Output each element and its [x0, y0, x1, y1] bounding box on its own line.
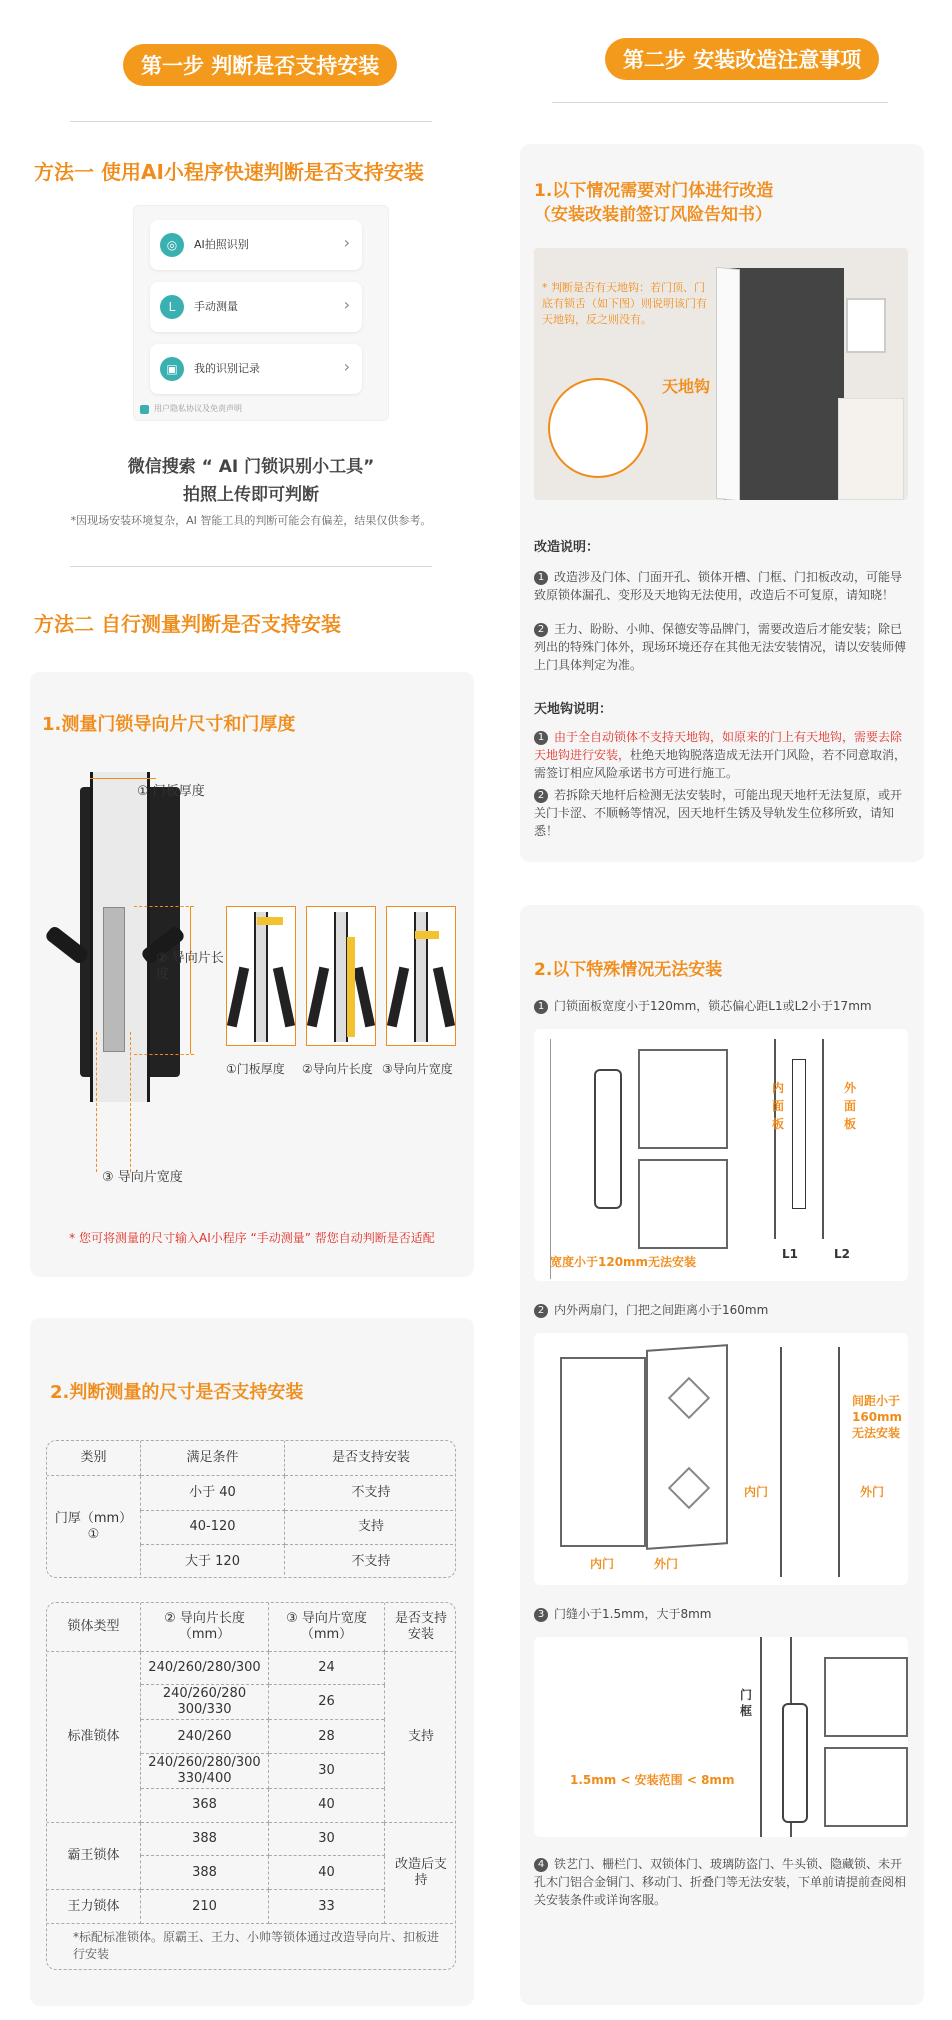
- case2-gap-label: 间距小于160mm无法安装: [852, 1394, 903, 1440]
- sec2-title: 2.以下特殊情况无法安装: [534, 960, 723, 980]
- th: 锁体类型: [47, 1603, 141, 1652]
- cell: 不支持: [285, 1545, 457, 1578]
- th: 是否支持安装: [385, 1603, 457, 1652]
- divider: [552, 102, 888, 103]
- cell: 240/260/280/300: [141, 1651, 269, 1685]
- case-item: 1 门锁面板宽度小于120mm，锁芯偏心距L1或L2小于17mm: [534, 997, 912, 1015]
- label-thickness: ① 门板厚度: [137, 784, 205, 799]
- dim-line: [130, 1032, 131, 1172]
- outer-door-label: 外门: [654, 1557, 679, 1571]
- sec1-subtitle: （安装改装前签订风险告知书）: [534, 205, 772, 225]
- app-item-label: AI拍照识别: [194, 238, 249, 251]
- hook-item: 2 若拆除天地杆后检测无法安装时，可能出现天地杆无法复原，或开关门卡涩、不顺畅等情况，因天地杆生锈及导轨发生位移所致，请知悉！: [534, 788, 903, 838]
- mod-item: 2 王力、盼盼、小帅、保德安等品牌门，需要改造后才能安装；除已列出的特殊门体外，现场环境还存在其他无法安装情况，请以安装师傅上门具体判定为准。: [534, 622, 907, 672]
- photo-note: * 判断是否有天地钩：若门顶、门底有锁舌（如下图）则说明该门有天地钩，反之则没有。: [542, 281, 707, 326]
- number-badge: 2: [534, 789, 548, 803]
- judge-title: 2.判断测量的尺寸是否支持安装: [50, 1382, 304, 1403]
- cell: 24: [269, 1651, 385, 1685]
- measure-note: * 您可将测量的尺寸输入AI小程序 “手动测量” 帮您自动判断是否适配: [69, 1231, 435, 1245]
- cell: 33: [269, 1890, 385, 1924]
- modification-panel: [520, 144, 924, 862]
- app-item-label: 我的识别记录: [194, 362, 260, 375]
- privacy-checkbox[interactable]: [140, 405, 149, 414]
- number-badge: 4: [534, 1858, 548, 1872]
- case1-outer-label: 外面板: [844, 1081, 857, 1131]
- cell: 388: [141, 1856, 269, 1890]
- thumb-label: ②导向片长度: [302, 1062, 373, 1076]
- number-badge: 1: [534, 731, 548, 745]
- app-item-records[interactable]: [150, 344, 362, 394]
- door-photo: [534, 248, 908, 500]
- number-badge: 1: [534, 571, 548, 585]
- inner-door-label: 内门: [590, 1557, 615, 1571]
- method1-title: 方法一 使用AI小程序快速判断是否支持安装: [34, 160, 424, 184]
- cell: 26: [269, 1685, 385, 1720]
- chevron-right-icon: ›: [343, 295, 350, 314]
- hook-item: 1 由于全自动锁体不支持天地钩，如原来的门上有天地钩，需要去除天地钩进行安装，杜绝天地钩脱落造成无法开门风险，若不同意取消，需签订相应风险承诺书方可进行施工。: [534, 730, 907, 780]
- th: ② 导向片长度（mm）: [141, 1603, 269, 1652]
- category-cell: 门厚（mm）①: [47, 1475, 141, 1578]
- guide-plate: [103, 907, 125, 1052]
- case-item: 2 内外两扇门，门把之间距离小于160mm: [534, 1301, 912, 1319]
- case-item: 4 铁艺门、栅栏门、双锁体门、玻璃防盗门、牛头锁、隐藏锁、未开孔木门铝合金铜门、移动门、折叠门等无法安装，下单前请提前查阅相关安装条件或详询客服。: [534, 1857, 907, 1907]
- number-badge: 2: [534, 1304, 548, 1318]
- measure-title: 1.测量门锁导向片尺寸和门厚度: [42, 714, 296, 735]
- number-badge: 2: [534, 623, 548, 637]
- group-cell: 霸王锁体: [47, 1822, 141, 1890]
- privacy-text: 用户隐私协议及免责声明: [154, 404, 242, 413]
- label-length: ② 导向片长度: [156, 951, 224, 982]
- step2-badge: 第二步 安装改造注意事项: [605, 38, 879, 80]
- case1-inner-label: 内面板: [772, 1081, 785, 1131]
- th: 满足条件: [141, 1441, 285, 1476]
- cell: 40: [269, 1856, 385, 1890]
- number-badge: 3: [534, 1608, 548, 1622]
- table-footnote: *标配标准锁体。原霸王、王力、小帅等锁体通过改造导向片、扣板进行安装: [73, 1930, 440, 1961]
- case-item: 3 门缝小于1.5mm，大于8mm: [534, 1605, 912, 1623]
- th: ③ 导向片宽度（mm）: [269, 1603, 385, 1652]
- table1-box: [46, 1440, 456, 1578]
- thumb-width: [386, 906, 456, 1046]
- thumb-label: ③导向片宽度: [382, 1062, 453, 1076]
- method2-title: 方法二 自行测量判断是否支持安装: [34, 612, 341, 636]
- cell: 40: [269, 1788, 385, 1822]
- thickness-table: [46, 1440, 456, 1578]
- step1-badge: 第一步 判断是否支持安装: [123, 44, 397, 86]
- app-item-label: 手动测量: [194, 300, 238, 313]
- disclaimer: *因现场安装环境复杂，AI 智能工具的判断可能会有偏差，结果仅供参考。: [70, 514, 432, 527]
- measure-panel: [30, 672, 474, 1277]
- cell: 30: [269, 1753, 385, 1788]
- cell: 支持: [285, 1510, 457, 1545]
- thumb-thickness: [226, 906, 296, 1046]
- app-item-photo[interactable]: [150, 220, 362, 270]
- case2-illustration: [534, 1333, 908, 1585]
- dim-line: [134, 906, 194, 907]
- cell: 388: [141, 1822, 269, 1856]
- case1-width-label: 宽度小于120mm无法安装: [550, 1255, 697, 1269]
- table2-box: [46, 1602, 456, 1970]
- outer-door-label: 外门: [860, 1485, 885, 1499]
- l1-label: L1: [782, 1247, 798, 1261]
- app-item-manual[interactable]: [150, 282, 362, 332]
- cell: 210: [141, 1890, 269, 1924]
- support-cell: 改造后支持: [385, 1822, 457, 1923]
- cell: 240/260/280 300/330: [141, 1685, 269, 1720]
- dim-line: [96, 1032, 97, 1172]
- group-cell: 标准锁体: [47, 1651, 141, 1822]
- cell: 240/260: [141, 1720, 269, 1754]
- mod-item: 1 改造涉及门体、门面开孔、锁体开槽、门框、门扣板改动，可能导致原锁体漏孔、变形及天地钩无法使用，改造后不可复原，请知晓！: [534, 570, 903, 602]
- cell: 30: [269, 1822, 385, 1856]
- case1-illustration: [534, 1029, 908, 1281]
- label-width: ③ 导向片宽度: [102, 1170, 183, 1185]
- record-icon: ▣: [160, 357, 184, 381]
- mod-title: 改造说明：: [534, 540, 600, 555]
- cell: 不支持: [285, 1475, 457, 1510]
- case3-illustration: [534, 1637, 908, 1837]
- camera-icon: ◎: [160, 233, 184, 257]
- divider: [70, 121, 432, 122]
- chevron-right-icon: ›: [343, 357, 350, 376]
- dim-line: [90, 778, 156, 779]
- ruler-icon: L: [160, 295, 184, 319]
- hook-title: 天地钩说明：: [534, 702, 613, 717]
- number-badge: 1: [534, 1000, 548, 1014]
- inner-door-label: 内门: [744, 1485, 769, 1499]
- th: 类别: [47, 1441, 141, 1476]
- mini-app-mockup: [133, 205, 389, 421]
- dim-line: [134, 1054, 194, 1055]
- thumb-length: [306, 906, 376, 1046]
- cell: 28: [269, 1720, 385, 1754]
- cell: 40-120: [141, 1510, 285, 1545]
- chevron-right-icon: ›: [343, 233, 350, 252]
- cell: 大于 120: [141, 1545, 285, 1578]
- divider: [70, 566, 432, 567]
- sec1-title: 1.以下情况需要对门体进行改造: [534, 181, 774, 201]
- restrictions-panel: [520, 905, 924, 2005]
- case3-range-label: 1.5mm < 安装范围 < 8mm: [570, 1773, 735, 1787]
- thumb-label: ①门板厚度: [226, 1062, 285, 1076]
- search-line2: 拍照上传即可判断: [183, 485, 319, 505]
- frame-label: 门框: [740, 1688, 753, 1718]
- search-line1: 微信搜索 “ AI 门锁识别小工具”: [127, 457, 375, 477]
- th: 是否支持安装: [285, 1441, 457, 1476]
- judge-panel: [30, 1318, 474, 2006]
- support-cell: 支持: [385, 1651, 457, 1822]
- group-cell: 王力锁体: [47, 1890, 141, 1924]
- cell: 240/260/280/300 330/400: [141, 1753, 269, 1788]
- photo-label: 天地钩: [662, 377, 711, 396]
- cell: 小于 40: [141, 1475, 285, 1510]
- cell: 368: [141, 1788, 269, 1822]
- l2-label: L2: [834, 1247, 850, 1261]
- lock-table: [46, 1602, 456, 1924]
